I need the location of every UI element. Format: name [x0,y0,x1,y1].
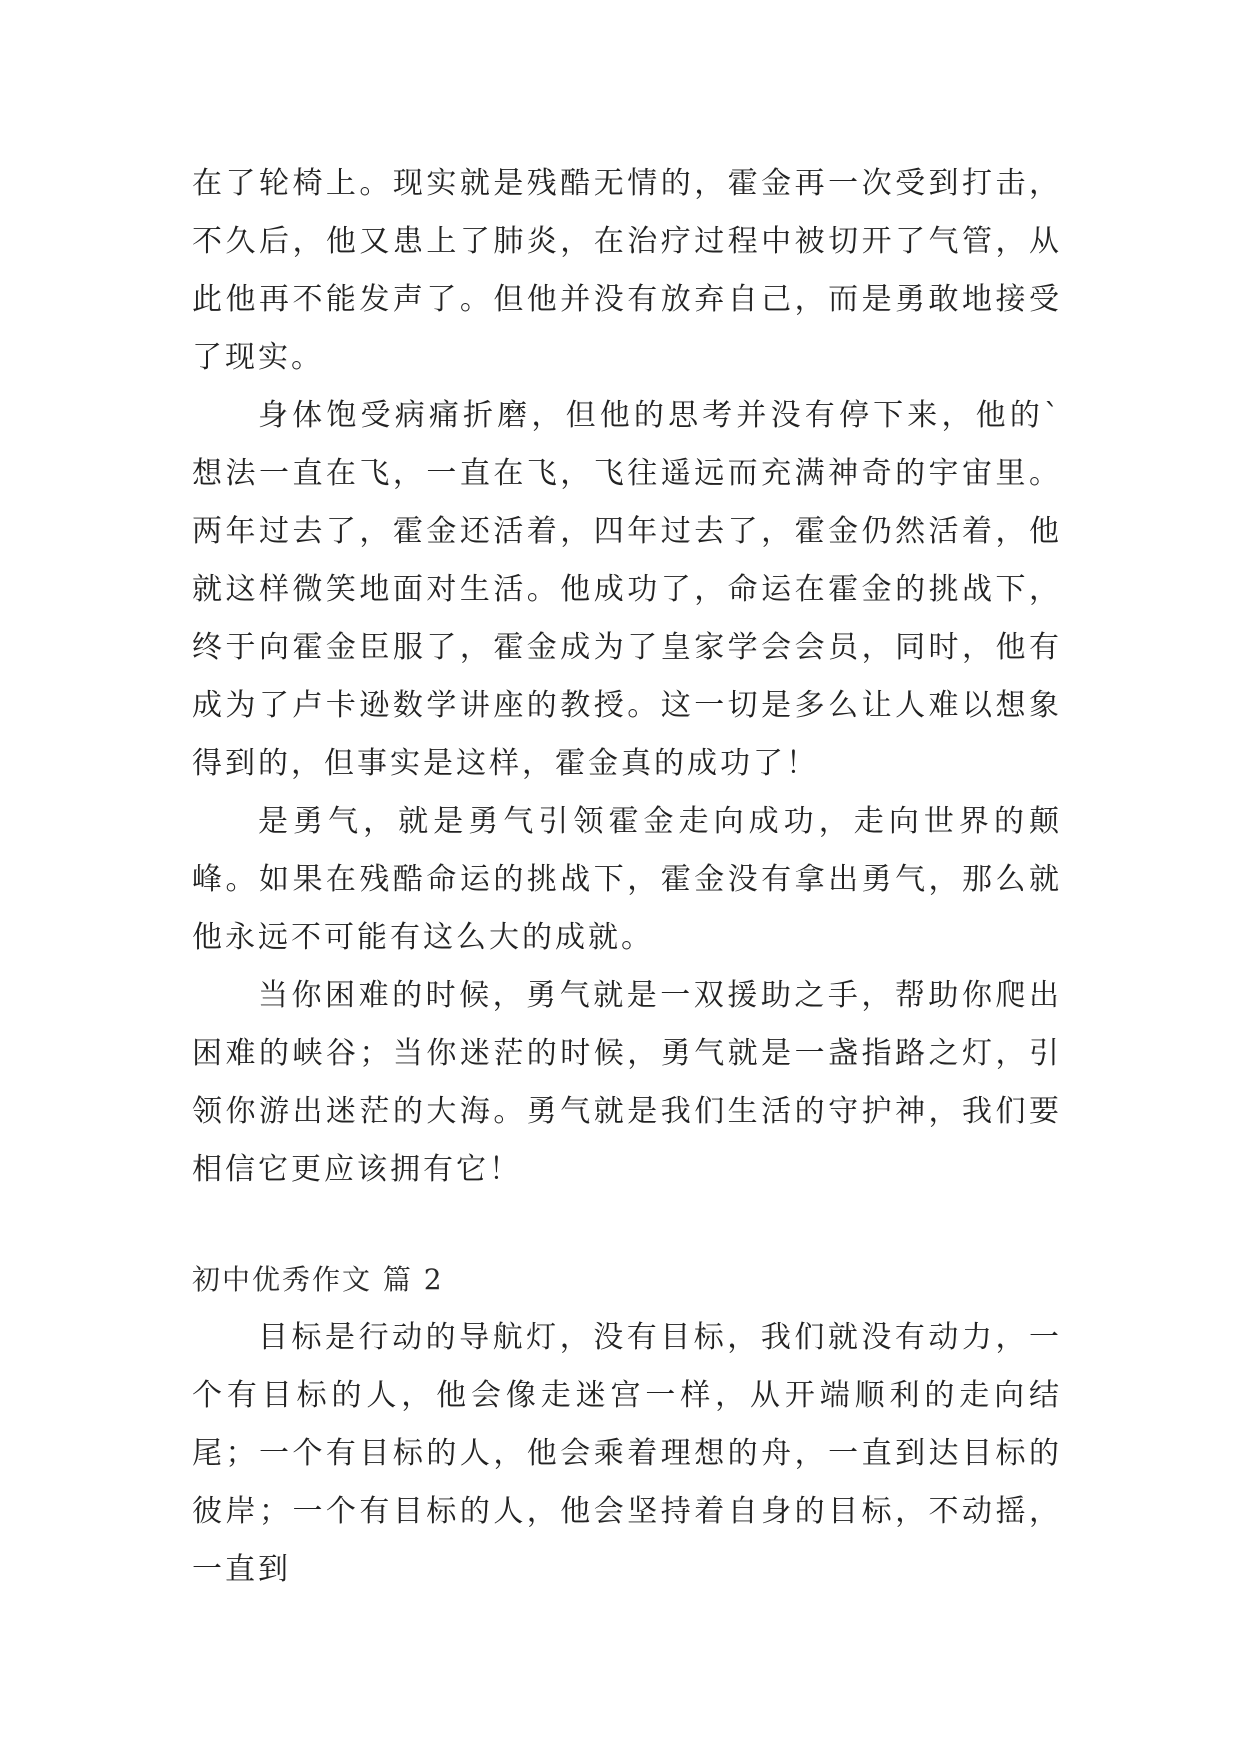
section-heading: 初中优秀作文 篇 2 [192,1263,444,1296]
paragraph-2: 身体饱受病痛折磨，但他的思考并没有停下来，他的`想法一直在飞，一直在飞，飞往遥远而充满神奇的宇宙里。两年过去了，霍金还活着，四年过去了，霍金仍然活着，他就这样微笑地面对生活。他成功了，命运在霍金的挑战下，终于向霍金臣服了，霍金成为了皇家学会会员，同时，他有成为了卢卡逊数学讲座的教授。这一切是多么让人难以想象得到的，但事实是这样，霍金真的成功了！ [192,398,1062,781]
paragraph-5: 目标是行动的导航灯，没有目标，我们就没有动力，一个有目标的人，他会像走迷宫一样，从开端顺利的走向结尾；一个有目标的人，他会乘着理想的舟，一直到达目标的彼岸；一个有目标的人，他会坚持着自身的目标，不动摇，一直到 [192,1320,1062,1587]
paragraph-3: 是勇气，就是勇气引领霍金走向成功，走向世界的颠峰。如果在残酷命运的挑战下，霍金没有拿出勇气，那么就他永远不可能有这么大的成就。 [192,804,1062,955]
paragraph-4: 当你困难的时候，勇气就是一双援助之手，帮助你爬出困难的峡谷；当你迷茫的时候，勇气就是一盏指路之灯，引领你游出迷茫的大海。勇气就是我们生活的守护神，我们要相信它更应该拥有它！ [192,978,1062,1187]
paragraph-1: 在了轮椅上。现实就是残酷无情的，霍金再一次受到打击，不久后，他又患上了肺炎，在治疗过程中被切开了气管，从此他再不能发声了。但他并没有放弃自己，而是勇敢地接受了现实。 [192,166,1062,375]
